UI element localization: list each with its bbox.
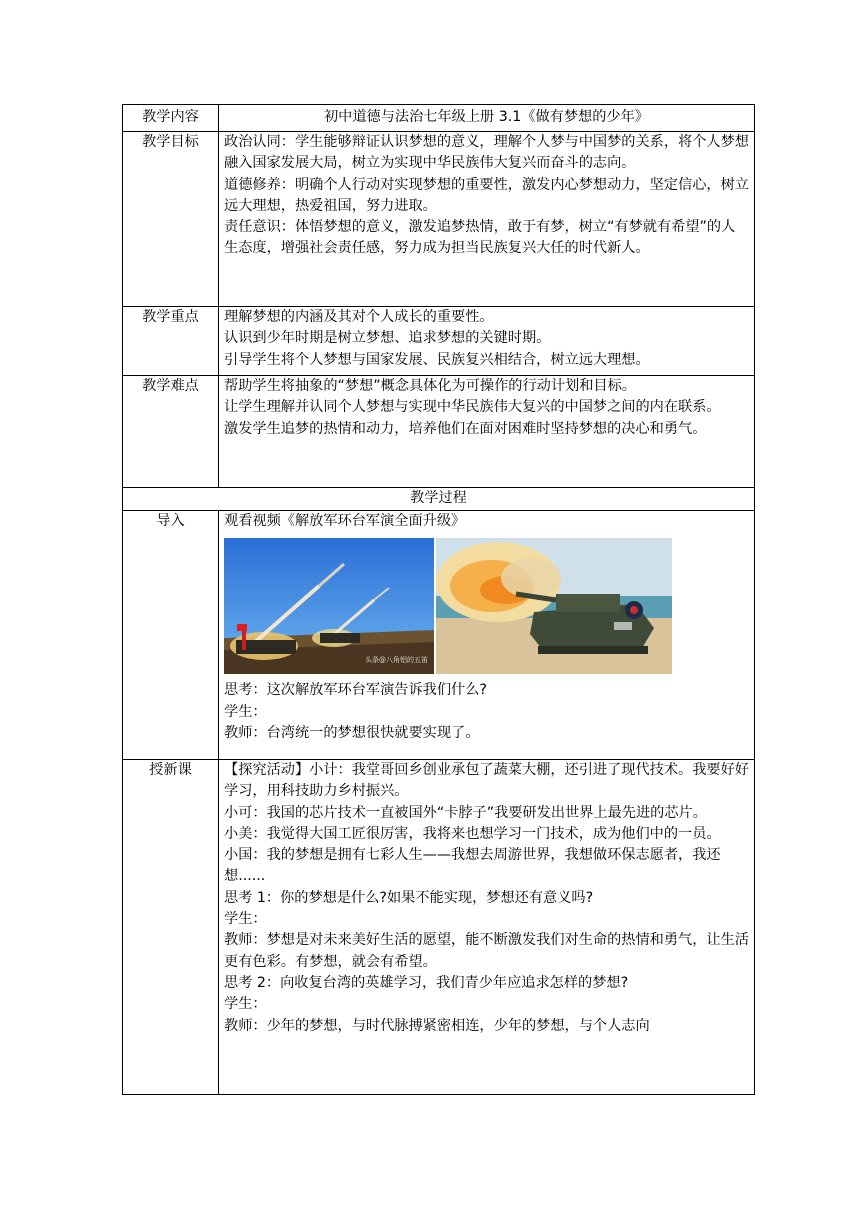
key-content — [219, 307, 755, 376]
difficult-label: 教学难点 — [123, 376, 219, 488]
intro-line: 学生： — [224, 703, 267, 720]
difficult-line: 激发学生追梦的热情和动力，培养他们在面对困难时坚持梦想的决心和勇气。 — [224, 420, 707, 437]
intro-content — [219, 511, 755, 760]
goal-line: 责任意识：体悟梦想的意义，激发追梦热情，敢于有梦，树立“有梦就有希望”的人生态度，增强社会责任感，努力成为担当民族复兴大任的时代新人。 — [224, 219, 736, 257]
intro-line: 思考：这次解放军环台军演告诉我们什么? — [224, 682, 487, 699]
goal-line: 政治认同：学生能够辩证认识梦想的意义，理解个人梦与中国梦的关系，将个人梦想融入国家发展大局，树立为实现中华民族伟大复兴而奋斗的志向。 — [224, 134, 749, 172]
intro-row — [123, 511, 755, 760]
goals-row — [123, 132, 755, 307]
difficult-content — [219, 376, 755, 488]
goals-content — [219, 132, 755, 307]
new-lesson-line: 思考 1：你的梦想是什么?如果不能实现，梦想还有意义吗? — [224, 889, 594, 906]
key-line: 理解梦想的内涵及其对个人成长的重要性。 — [224, 309, 494, 325]
key-label: 教学重点 — [123, 307, 219, 376]
new-lesson-line: 小美：我觉得大国工匠很厉害，我将来也想学习一门技术，成为他们中的一员。 — [224, 825, 721, 842]
new-lesson-label: 授新课 — [123, 760, 219, 1095]
content-row — [123, 105, 755, 132]
rocket-launch-photo — [224, 538, 434, 674]
difficult-row — [123, 376, 755, 488]
content-label: 教学内容 — [123, 105, 219, 132]
goal-line: 道德修养：明确个人行动对实现梦想的重要性，激发内心梦想动力，坚定信心，树立远大理想，热爱祖国，努力进取。 — [224, 176, 749, 214]
photo-watermark: 头条@八角铝的五笛 — [365, 656, 428, 664]
new-lesson-line: 小可：我国的芯片技术一直被国外“卡脖子”我要研发出世界上最先进的芯片。 — [224, 804, 707, 821]
lesson-plan-table — [122, 104, 755, 1095]
new-lesson-line: 教师：少年的梦想，与时代脉搏紧密相连，少年的梦想，与个人志向 — [224, 1017, 650, 1034]
new-lesson-content — [219, 760, 755, 1095]
intro-line: 教师：台湾统一的梦想很快就要实现了。 — [224, 724, 480, 741]
video-line: 观看视频《解放军环台军演全面升级》 — [224, 513, 466, 529]
difficult-line: 帮助学生将抽象的“梦想”概念具体化为可操作的行动计划和目标。 — [224, 378, 636, 394]
key-line: 认识到少年时期是树立梦想、追求梦想的关键时期。 — [224, 330, 551, 347]
new-lesson-line: 学生： — [224, 911, 267, 928]
process-header: 教学过程 — [123, 488, 755, 511]
content-value: 初中道德与法治七年级上册 3.1《做有梦想的少年》 — [219, 105, 755, 132]
new-lesson-line: 教师：梦想是对未来美好生活的愿望，能不断激发我们对生命的热情和勇气，让生活更有色彩。有梦想，就会有希望。 — [224, 932, 749, 970]
new-lesson-line: 学生： — [224, 996, 267, 1013]
new-lesson-row — [123, 760, 755, 1095]
new-lesson-line: 思考 2：向收复台湾的英雄学习，我们青少年应追求怎样的梦想? — [224, 974, 629, 991]
goals-label: 教学目标 — [123, 132, 219, 307]
key-line: 引导学生将个人梦想与国家发展、民族复兴相结合，树立远大理想。 — [224, 351, 650, 368]
drill-photos — [224, 538, 749, 674]
difficult-line: 让学生理解并认同个人梦想与实现中华民族伟大复兴的中国梦之间的内在联系。 — [224, 399, 721, 416]
new-lesson-line: 【探究活动】小计：我堂哥回乡创业承包了蔬菜大棚，还引进了现代技术。我要好好学习，用科技助力乡村振兴。 — [224, 762, 749, 800]
key-row — [123, 307, 755, 376]
new-lesson-line: 小国：我的梦想是拥有七彩人生——我想去周游世界，我想做环保志愿者，我还想...... — [224, 847, 721, 885]
tank-firing-photo — [436, 538, 672, 674]
process-header-row — [123, 488, 755, 511]
intro-label: 导入 — [123, 511, 219, 760]
